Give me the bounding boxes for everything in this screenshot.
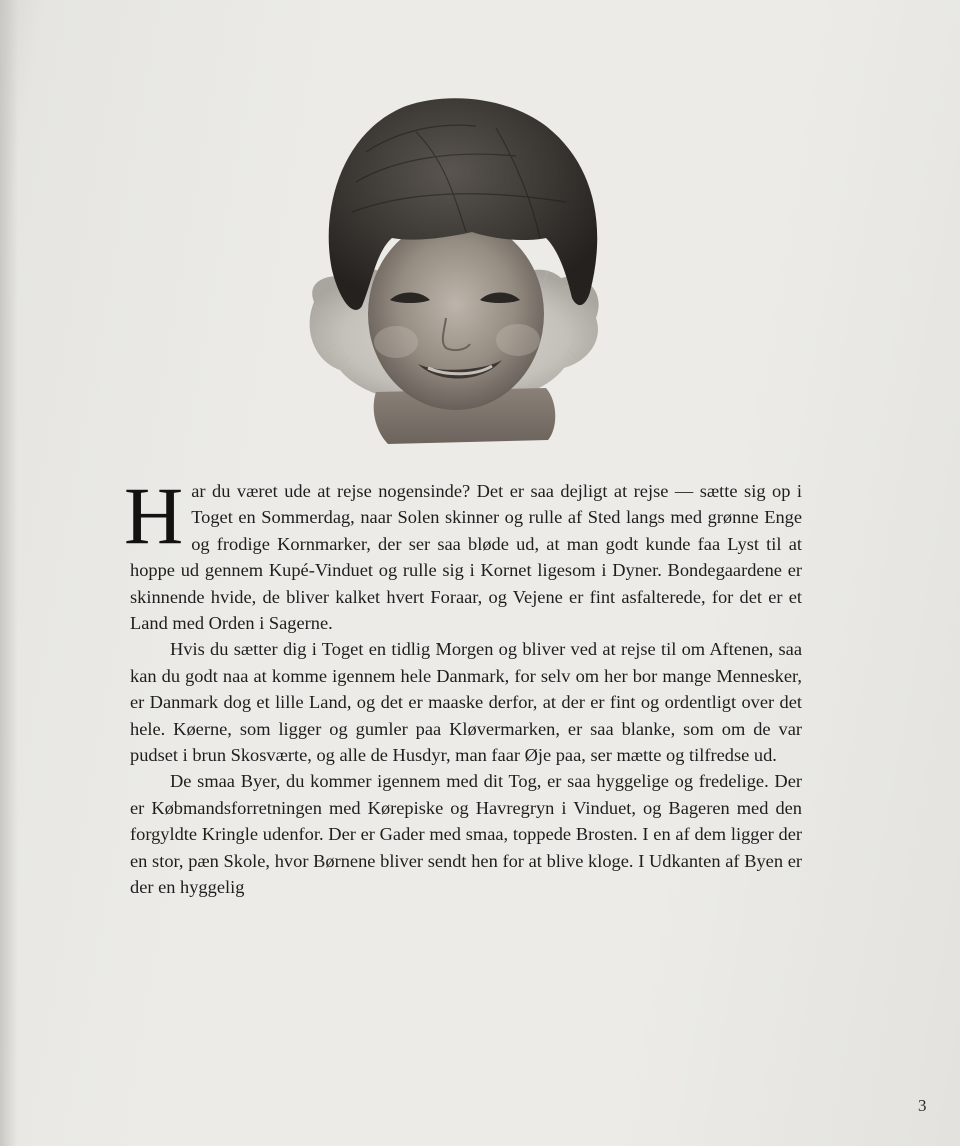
drop-cap: H — [124, 470, 184, 561]
article-body — [124, 470, 802, 901]
paragraph-1-text: ar du været ude at rejse nogensinde? Det er saa dejligt at rejse — sætte sig op i Toget en Sommerdag, naar Solen skinner og rulle af Sted langs med grønne Enge og frodige Kornmarker, der ser saa bløde ud, at man godt kunde faa Lyst til at hoppe ud gennem Kupé-Vinduet og rulle sig i Kornet ligesom i Dyner. Bondegaardene er skinnende hvide, de bliver kalket hvert Foraar, og Vejene er fint asfalterede, for det er et Land med Orden i Sagerne. — [130, 481, 802, 634]
child-portrait-photo — [296, 92, 608, 448]
page-number: 3 — [918, 1096, 927, 1115]
paragraph-2: Hvis du sætter dig i Toget en tidlig Morgen og bliver ved at rejse til om Aftenen, saa kan du godt naa at komme igennem hele Danmark, for selv om her bor mange Mennesker, er Danmark dog et lille Land, og det er maaske derfor, at der er fint og ordentligt over det hele. Køerne, som ligger og gumler paa Kløvermarken, er saa blanke, som om de var pudset i brun Skosværte, og alle de Husdyr, man faar Øje paa, ser mætte og tilfredse ud. — [130, 639, 802, 766]
paragraph-1 — [124, 470, 802, 636]
page-gutter-shadow — [0, 0, 18, 1146]
child-face — [368, 218, 544, 410]
paragraph-3: De smaa Byer, du kommer igennem med dit Tog, er saa hyggelige og fredelige. Der er Købmandsforretningen med Kørepiske og Havregryn i Vinduet, og Bageren med den forgyldte Kringle udenfor. Der er Gader med smaa, toppede Brosten. I en af dem ligger der en stor, pæn Skole, hvor Børnene bliver sendt hen for at blive kloge. I Udkanten af Byen er der en hyggelig — [130, 771, 802, 898]
